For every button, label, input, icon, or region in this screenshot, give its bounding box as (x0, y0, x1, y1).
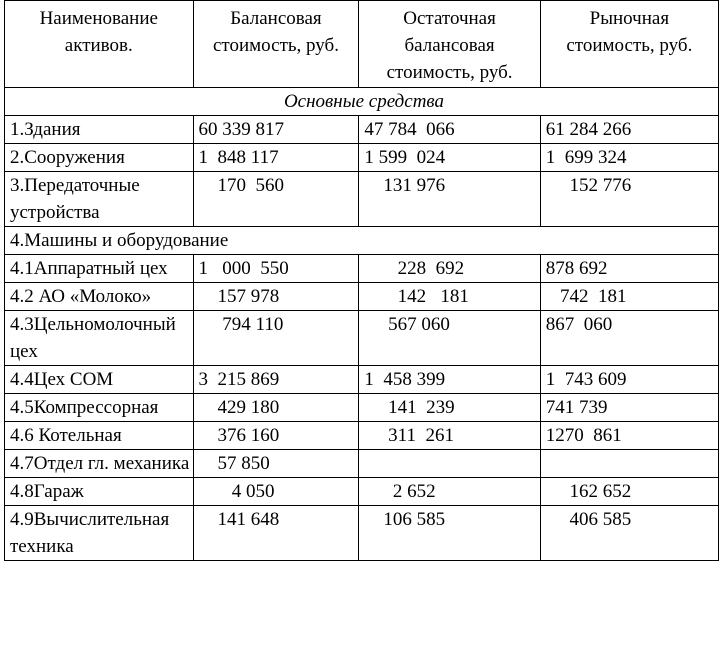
header-asset-name: Наименование активов. (5, 1, 194, 88)
market-value-cell: 878 692 (540, 255, 718, 283)
residual-value-cell: 567 060 (359, 311, 540, 366)
asset-name-cell: 4.2 АО «Молоко» (5, 283, 194, 311)
market-value-cell: 741 739 (540, 394, 718, 422)
residual-value-cell (359, 450, 540, 478)
table-row (5, 478, 719, 506)
asset-name-cell: 4.1Аппаратный цех (5, 255, 194, 283)
asset-name-cell: 4.3Цельномолочный цех (5, 311, 194, 366)
book-value-cell: 4 050 (193, 478, 359, 506)
header-market-value: Рыночная стоимость, руб. (540, 1, 718, 88)
book-value-cell: 1 848 117 (193, 144, 359, 172)
table-row (5, 116, 719, 144)
table-row (5, 366, 719, 394)
table-row (5, 394, 719, 422)
market-value-cell: 867 060 (540, 311, 718, 366)
section-label: Основные средства (5, 88, 719, 116)
asset-name-cell: 4.8Гараж (5, 478, 194, 506)
asset-name-cell: 1.Здания (5, 116, 194, 144)
residual-value-cell: 131 976 (359, 172, 540, 227)
residual-value-cell: 1 599 024 (359, 144, 540, 172)
market-value-cell: 1 699 324 (540, 144, 718, 172)
section-row (5, 88, 719, 116)
residual-value-cell: 228 692 (359, 255, 540, 283)
table-row (5, 172, 719, 227)
residual-value-cell: 311 261 (359, 422, 540, 450)
market-value-cell: 742 181 (540, 283, 718, 311)
market-value-cell: 1 743 609 (540, 366, 718, 394)
book-value-cell: 157 978 (193, 283, 359, 311)
book-value-cell: 3 215 869 (193, 366, 359, 394)
group-label-cell: 4.Машины и оборудование (5, 227, 719, 255)
book-value-cell: 57 850 (193, 450, 359, 478)
table-row (5, 227, 719, 255)
residual-value-cell: 47 784 066 (359, 116, 540, 144)
market-value-cell: 406 585 (540, 506, 718, 561)
book-value-cell: 376 160 (193, 422, 359, 450)
table-row (5, 311, 719, 366)
book-value-cell: 141 648 (193, 506, 359, 561)
book-value-cell: 429 180 (193, 394, 359, 422)
residual-value-cell: 2 652 (359, 478, 540, 506)
asset-name-cell: 4.5Компрессорная (5, 394, 194, 422)
book-value-cell: 1 000 550 (193, 255, 359, 283)
market-value-cell (540, 450, 718, 478)
residual-value-cell: 141 239 (359, 394, 540, 422)
table-row (5, 144, 719, 172)
table-row (5, 450, 719, 478)
book-value-cell: 170 560 (193, 172, 359, 227)
residual-value-cell: 1 458 399 (359, 366, 540, 394)
market-value-cell: 152 776 (540, 172, 718, 227)
asset-name-cell: 4.7Отдел гл. механика (5, 450, 194, 478)
asset-name-cell: 2.Сооружения (5, 144, 194, 172)
residual-value-cell: 142 181 (359, 283, 540, 311)
asset-name-cell: 4.6 Котельная (5, 422, 194, 450)
table-row (5, 506, 719, 561)
book-value-cell: 794 110 (193, 311, 359, 366)
market-value-cell: 1270 861 (540, 422, 718, 450)
market-value-cell: 162 652 (540, 478, 718, 506)
market-value-cell: 61 284 266 (540, 116, 718, 144)
table-row (5, 422, 719, 450)
asset-name-cell: 4.9Вычислительная техника (5, 506, 194, 561)
header-row (5, 1, 719, 88)
asset-name-cell: 3.Передаточные устройства (5, 172, 194, 227)
assets-table (4, 0, 719, 561)
table-row (5, 283, 719, 311)
table-row (5, 255, 719, 283)
residual-value-cell: 106 585 (359, 506, 540, 561)
header-residual-value: Остаточная балансовая стоимость, руб. (359, 1, 540, 88)
asset-name-cell: 4.4Цех СОМ (5, 366, 194, 394)
header-book-value: Балансовая стоимость, руб. (193, 1, 359, 88)
book-value-cell: 60 339 817 (193, 116, 359, 144)
